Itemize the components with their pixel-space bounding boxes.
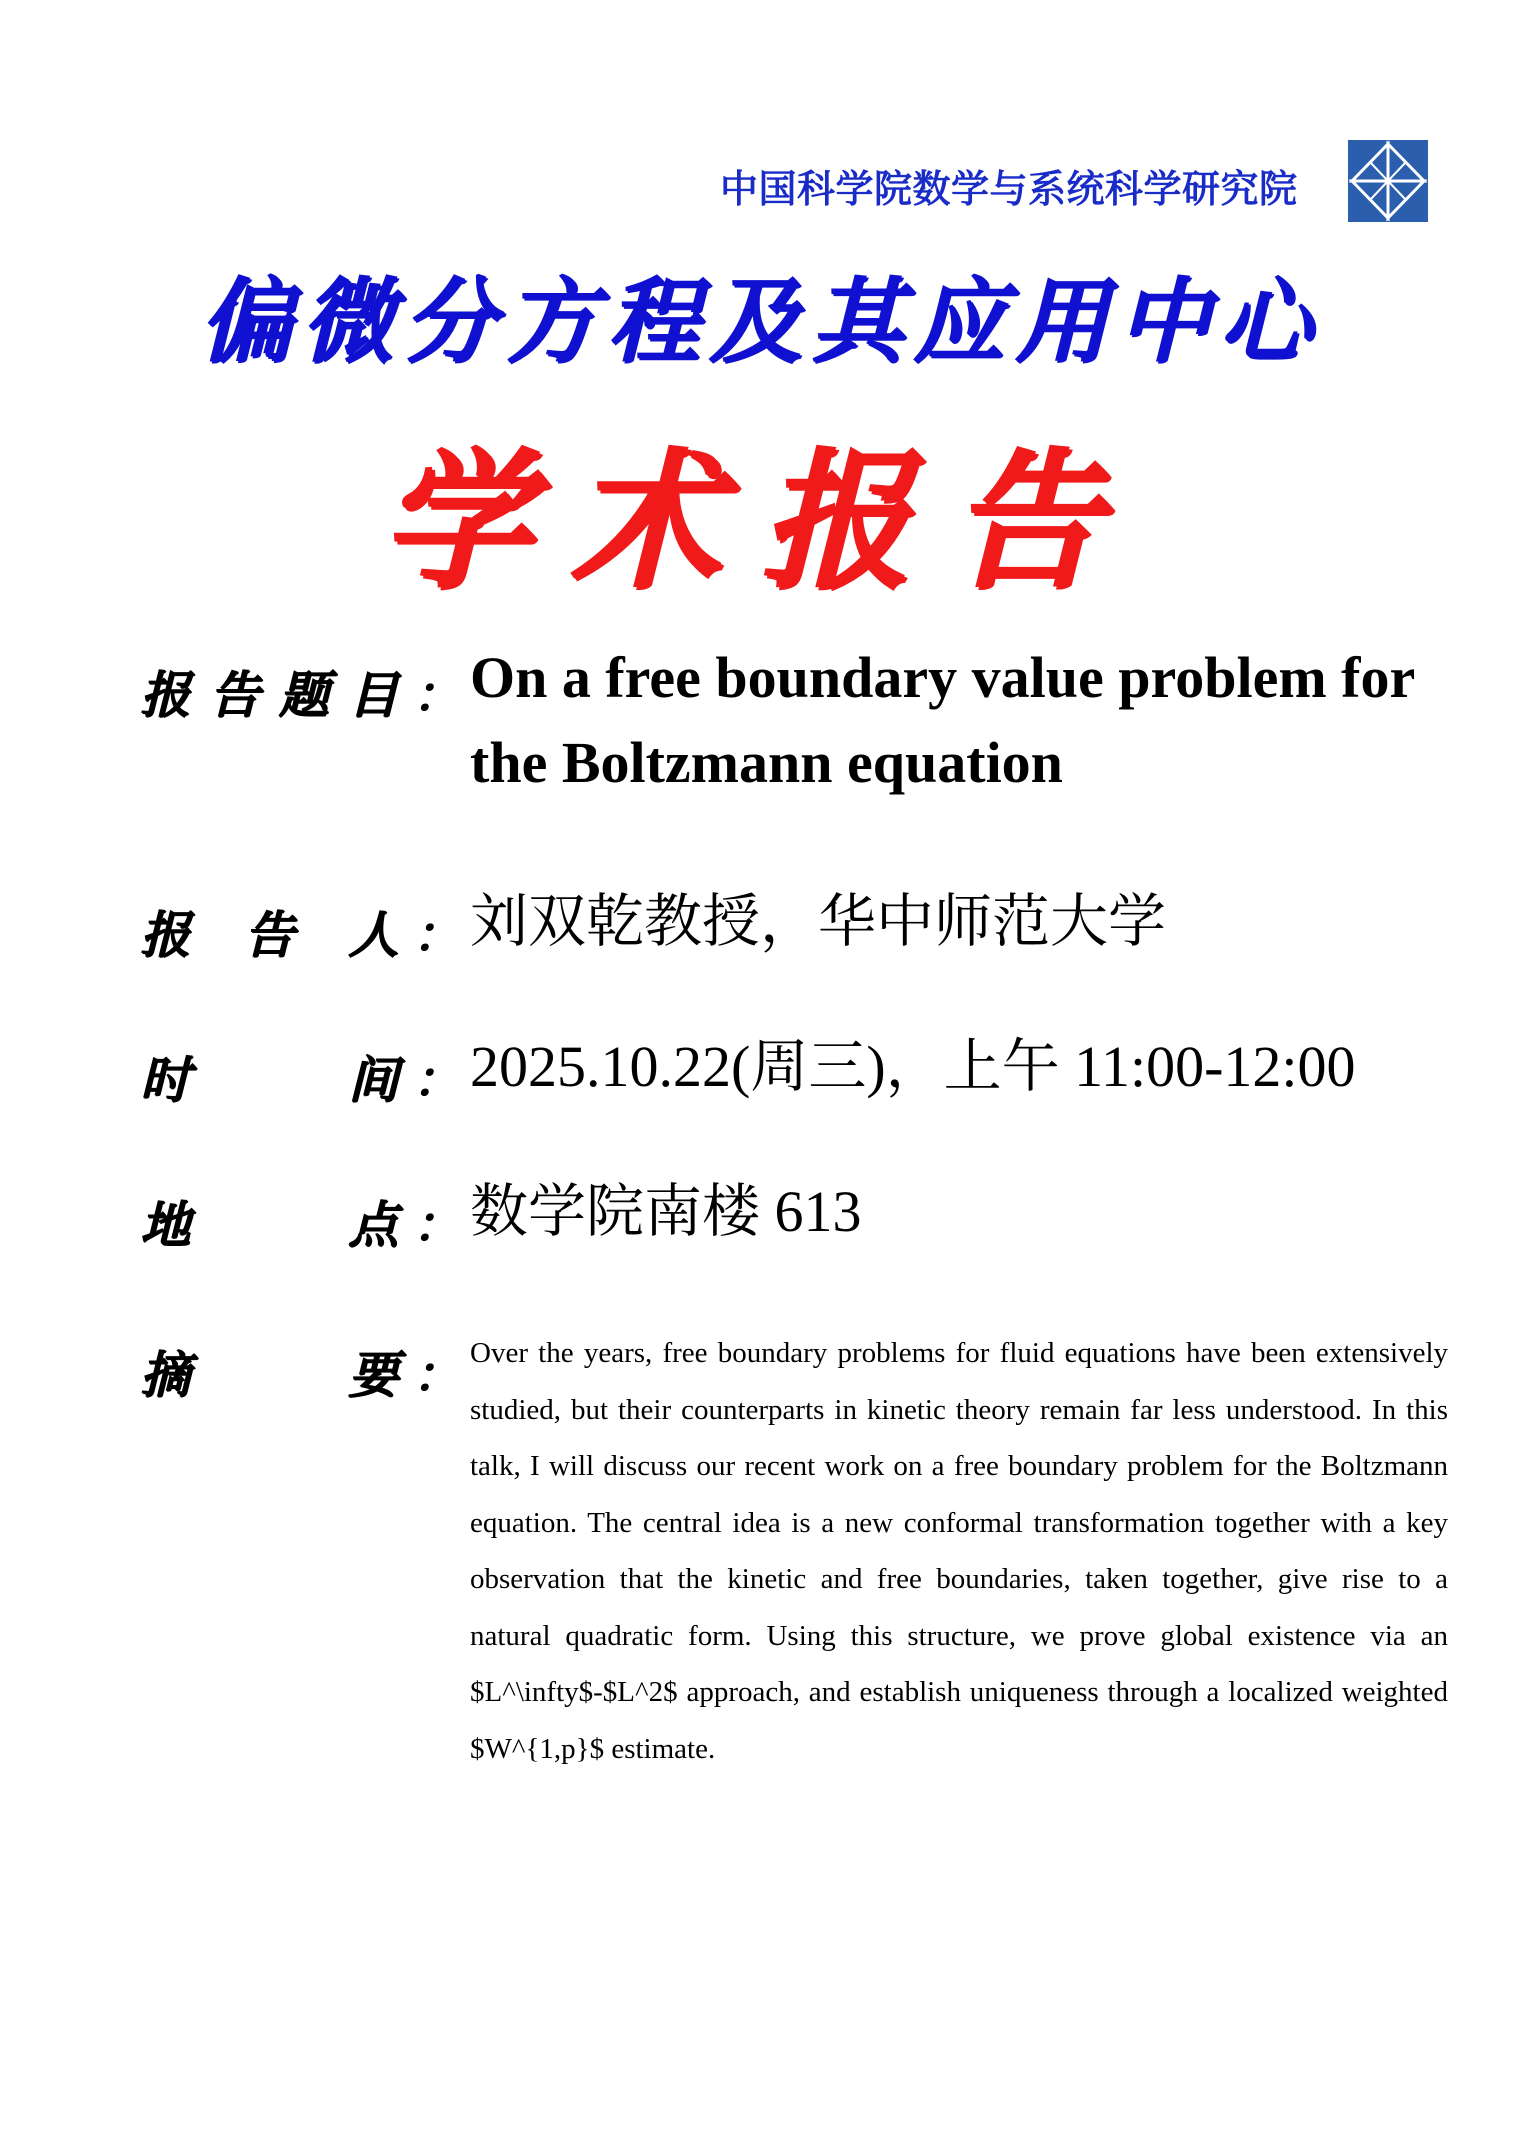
place-colon: ： [412,1195,462,1254]
time-label: 时 间 [140,1050,398,1109]
event-type: 学术报告 [379,433,1140,609]
abstract-label: 摘 要 [140,1345,398,1404]
speaker-value: 刘双乾教授，华中师范大学 [470,889,1167,954]
place-value: 数学院南楼 613 [470,1179,862,1244]
speaker-colon: ： [412,905,462,964]
place-label: 地 点 [140,1195,398,1254]
amss-logo-icon [1348,140,1428,222]
center-name: 偏微分方程及其应用中心 [198,267,1321,375]
time-value: 2025.10.22(周三)，上午 11:00-12:00 [470,1034,1356,1099]
institute-name: 中国科学院数学与系统科学研究院 [720,167,1298,211]
time-colon: ： [412,1050,462,1109]
speaker-label: 报 告 人 [140,905,398,964]
title-colon: ： [412,665,462,724]
title-label: 报 告 题 目 [140,665,398,724]
abstract-colon: ： [412,1345,462,1404]
abstract-value: Over the years, free boundary problems for fluid equations have been extensively studied, but their counterparts in kinetic theory remain far less understood. In this talk, I will discuss our recent work on a free boundary problem for the Boltzmann equation. The central idea is a new conformal transformation together with a key observation that the kinetic and free boundaries, taken together, give rise to a natural quadratic form. Using this structure, we prove global existence via an $L^\infty$-$L^2$ approach, and establish uniqueness through a localized weighted $W^{1,p}$ estimate. [470,1337,1448,1765]
talk-title-value: On a free boundary value problem for the Boltzmann equation [470,645,1415,795]
